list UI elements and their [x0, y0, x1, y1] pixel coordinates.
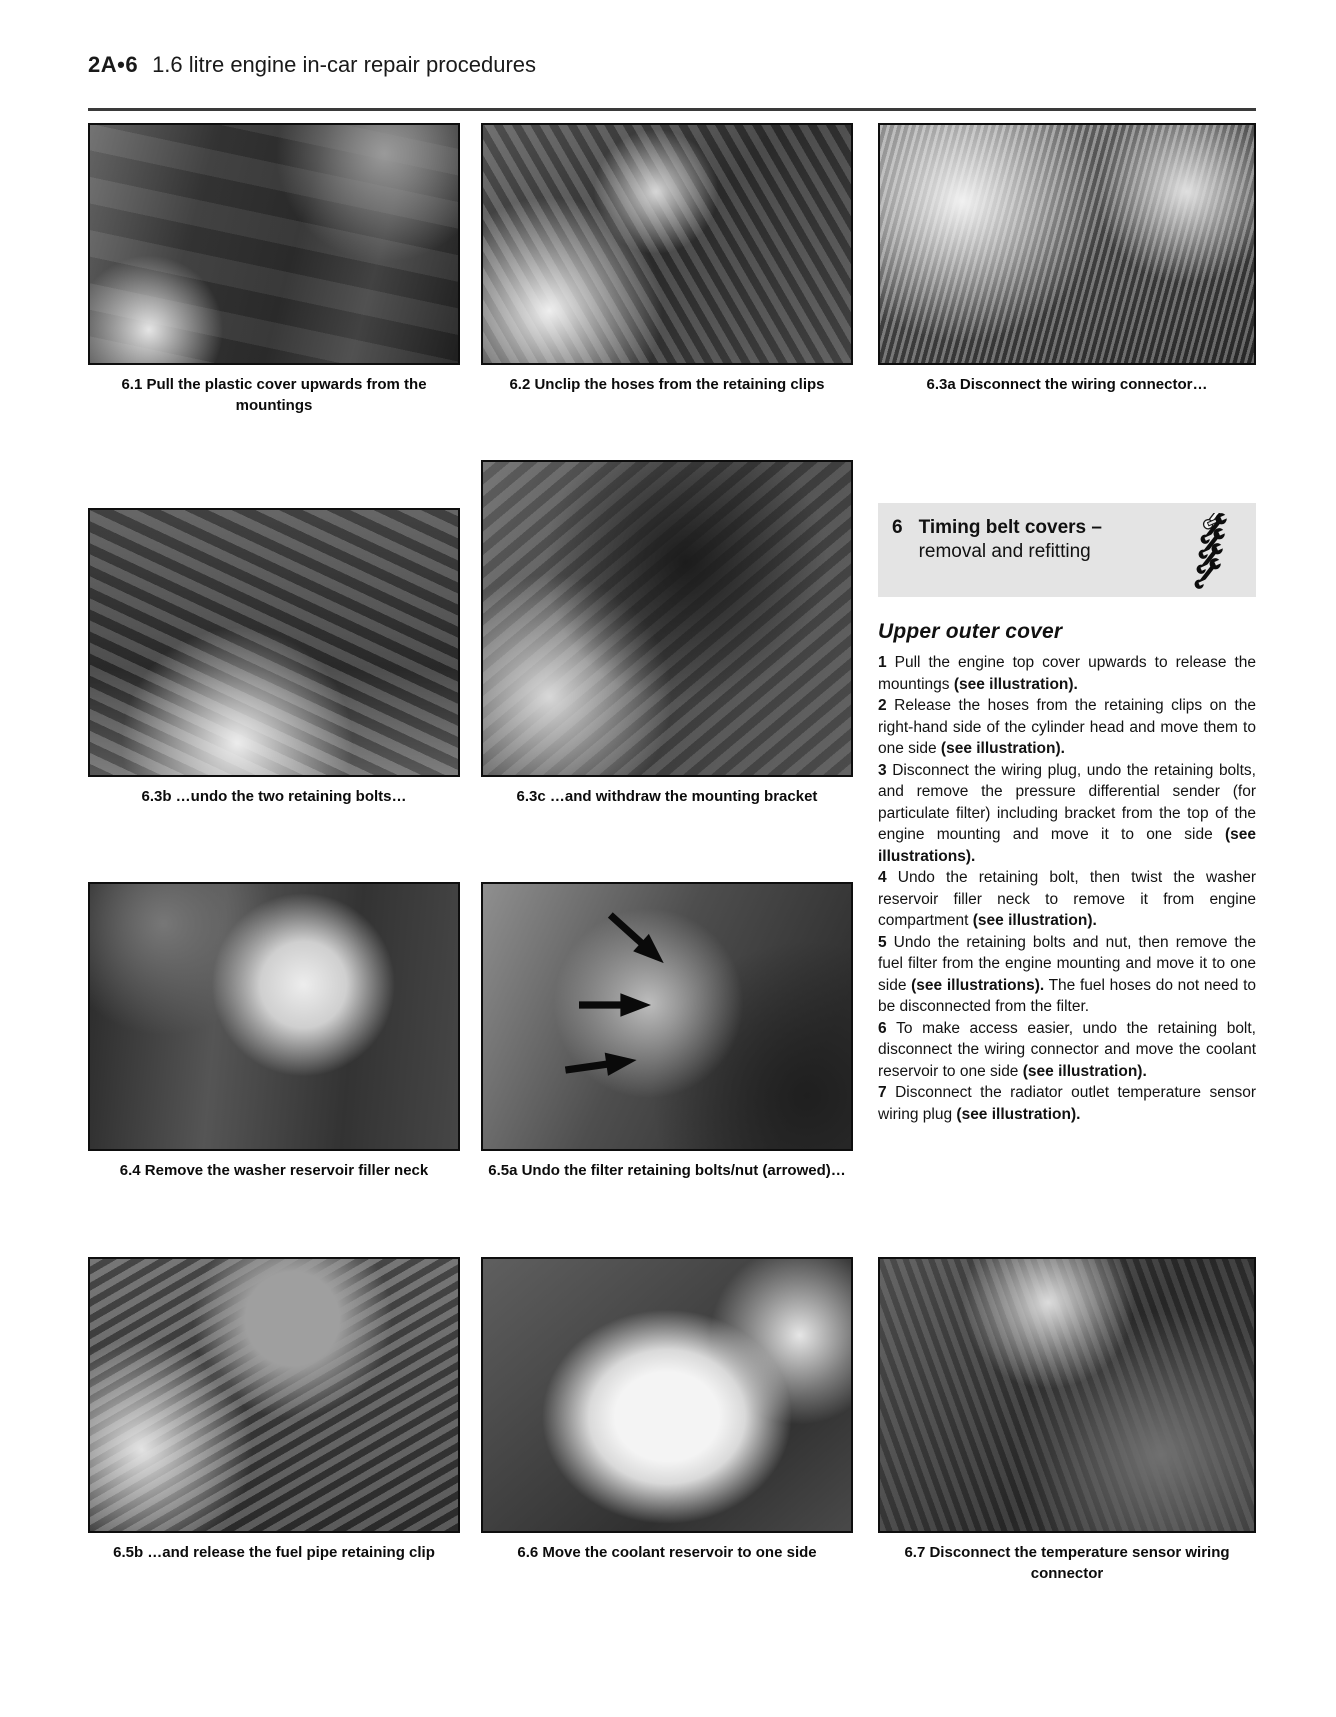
- page-number: 2A•6: [88, 52, 139, 77]
- figure-6-6-caption: 6.6 Move the coolant reservoir to one side: [517, 1544, 817, 1561]
- step-3: 3 Disconnect the wiring plug, undo the retaining bolts, and remove the pressure differential sender (for particulate filter) including bracket from the top of the engine mounting and move it to one side (see illustrations).: [878, 761, 1256, 865]
- section-number: 6: [892, 517, 903, 538]
- figure-6-3c: [481, 460, 853, 807]
- header-rule: [88, 108, 1256, 111]
- step-2: 2 Release the hoses from the retaining clips on the right-hand side of the cylinder head and move them to one side (see illustration).: [878, 697, 1256, 757]
- figure-6-1: [88, 123, 460, 416]
- figure-6-6: [481, 1257, 853, 1563]
- figure-6-2-photo: [481, 123, 853, 365]
- figure-6-1-photo: [88, 123, 460, 365]
- step-7: 7 Disconnect the radiator outlet temperature sensor wiring plug (see illustration).: [878, 1084, 1256, 1123]
- section-title-line1: Timing belt covers –: [918, 517, 1102, 538]
- page-header: [88, 52, 536, 78]
- figure-6-5b-caption: 6.5b …and release the fuel pipe retaining clip: [113, 1544, 435, 1561]
- figure-6-4: [88, 882, 460, 1181]
- figure-6-4-photo: [88, 882, 460, 1151]
- step-6: 6 To make access easier, undo the retaining bolt, disconnect the wiring connector and move the coolant reservoir to one side (see illustration).: [878, 1019, 1256, 1080]
- figure-6-7-photo: [878, 1257, 1256, 1533]
- step-1: 1 Pull the engine top cover upwards to release the mountings (see illustration).: [878, 654, 1256, 693]
- figure-6-5a: [481, 882, 853, 1181]
- section-title: [919, 516, 1188, 564]
- figure-6-3b-photo: [88, 508, 460, 777]
- step-4: 4 Undo the retaining bolt, then twist the washer reservoir filler neck to remove it from engine compartment (see illustration).: [878, 869, 1256, 929]
- black-arrow-icon: [564, 1047, 639, 1083]
- figure-6-7-caption: 6.7 Disconnect the temperature sensor wiring connector: [904, 1544, 1230, 1582]
- figure-6-7: [878, 1257, 1256, 1584]
- figure-6-5a-caption: 6.5a Undo the filter retaining bolts/nut (arrowed)…: [488, 1162, 846, 1179]
- figure-6-6-photo: [481, 1257, 853, 1533]
- figure-6-4-caption: 6.4 Remove the washer reservoir filler neck: [119, 1162, 429, 1179]
- black-arrow-icon: [602, 905, 673, 972]
- figure-6-3a-caption: 6.3a Disconnect the wiring connector…: [926, 376, 1208, 393]
- figure-6-1-caption: 6.1 Pull the plastic cover upwards from the mountings: [121, 376, 427, 414]
- spanner-stack-icon: [1188, 513, 1246, 595]
- figure-6-2-caption: 6.2 Unclip the hoses from the retaining clips: [509, 376, 825, 393]
- figure-6-3b-caption: 6.3b …undo the two retaining bolts…: [141, 788, 407, 805]
- section-heading-box: [878, 503, 1256, 597]
- figure-6-3a: [878, 123, 1256, 395]
- figure-6-3c-caption: 6.3c …and withdraw the mounting bracket: [516, 788, 818, 805]
- subsection-heading: Upper outer cover: [878, 620, 1063, 643]
- figure-6-5a-photo: [481, 882, 853, 1151]
- section-title-line2: removal and refitting: [918, 541, 1091, 562]
- step-5: 5 Undo the retaining bolts and nut, then remove the fuel filter from the engine mounting and move it to one side (see illustrations). The fuel hoses do not need to be disconnected from the filter.: [878, 933, 1256, 1015]
- figure-6-3b: [88, 508, 460, 807]
- figure-6-2: [481, 123, 853, 395]
- procedure-text: [878, 620, 1256, 1125]
- figure-6-5b: [88, 1257, 460, 1563]
- figure-6-3a-photo: [878, 123, 1256, 365]
- figure-6-3c-photo: [481, 460, 853, 777]
- page-title: 1.6 litre engine in-car repair procedures: [152, 52, 537, 77]
- black-arrow-icon: [579, 992, 651, 1018]
- figure-6-5b-photo: [88, 1257, 460, 1533]
